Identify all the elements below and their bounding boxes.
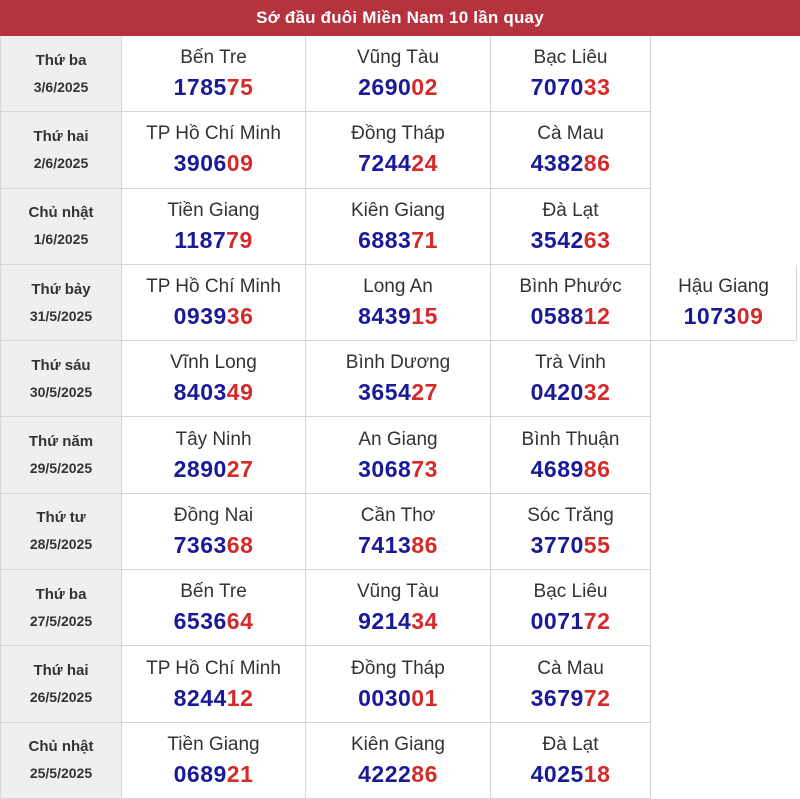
day-cell [0,723,122,799]
number-head-digits: 3906 [173,150,227,177]
number-tail-digits: 33 [583,74,611,101]
empty-cell [651,646,797,722]
draw-date: 31/5/2025 [29,307,93,324]
draw-date: 1/6/2025 [33,231,89,248]
province-name: TP Hồ Chí Minh [146,123,281,145]
result-cell [306,112,491,188]
day-cell [0,36,122,112]
province-name: Kiên Giang [350,199,445,221]
empty-cell [651,570,797,646]
number-head-digits: 2690 [358,74,412,101]
result-cell [491,36,651,112]
province-name: Hậu Giang [678,276,769,298]
number-tail-digits: 79 [226,226,253,253]
day-cell [0,265,122,341]
winning-number [358,607,438,635]
result-cell [122,417,306,493]
table-row [0,723,800,799]
winning-number [358,531,438,559]
day-name: Thứ ba [35,51,87,69]
result-cell [122,723,306,799]
winning-number [174,226,253,254]
number-tail-digits: 72 [583,684,611,711]
province-name: Bạc Liêu [533,47,608,69]
province-name: Cà Mau [537,657,604,679]
province-name: Vũng Tàu [356,47,440,69]
draw-date: 3/6/2025 [33,78,89,95]
number-head-digits: 7070 [530,74,584,101]
province-name: Bến Tre [180,581,247,603]
number-head-digits: 0071 [530,608,584,635]
number-tail-digits: 34 [411,608,438,635]
result-cell [122,265,306,341]
number-tail-digits: 49 [226,379,254,406]
province-name: Sóc Trăng [527,504,614,526]
winning-number [358,378,438,406]
day-cell [0,112,122,188]
day-name: Thứ năm [28,433,94,451]
winning-number [174,607,254,635]
winning-number [358,73,438,101]
number-head-digits: 0939 [173,303,227,330]
empty-cell [651,341,797,417]
winning-number [358,760,438,788]
winning-number [531,149,611,177]
number-head-digits: 3542 [530,226,584,253]
result-cell [122,112,306,188]
number-tail-digits: 86 [411,760,438,787]
result-cell [491,723,651,799]
number-head-digits: 8244 [173,684,227,711]
number-head-digits: 2890 [173,455,227,482]
number-head-digits: 3654 [358,379,412,406]
winning-number [174,149,254,177]
table-row [0,570,800,646]
number-tail-digits: 01 [411,684,438,711]
number-head-digits: 7244 [358,150,412,177]
day-cell [0,494,122,570]
province-name: Kiên Giang [350,733,445,755]
result-cell [122,646,306,722]
number-tail-digits: 63 [583,226,611,253]
number-head-digits: 4222 [358,760,412,787]
table-title: Sớ đầu đuôi Miền Nam 10 lần quay [0,0,800,36]
result-cell [306,189,491,265]
result-cell [491,189,651,265]
province-name: Tiền Giang [167,733,260,755]
province-name: Đồng Tháp [351,657,445,679]
winning-number [174,455,254,483]
result-cell [306,417,491,493]
number-head-digits: 7363 [173,531,227,558]
number-tail-digits: 27 [411,379,438,406]
province-name: Vĩnh Long [170,352,257,374]
number-head-digits: 0689 [173,760,227,787]
draw-date: 26/5/2025 [29,689,93,706]
province-name: Bình Thuận [521,428,620,450]
province-name: Cần Thơ [360,504,436,526]
winning-number [531,455,611,483]
winning-number [174,531,254,559]
draw-date: 29/5/2025 [29,460,93,477]
table-row [0,646,800,722]
number-tail-digits: 73 [411,455,438,482]
number-tail-digits: 86 [583,455,611,482]
result-cell [122,570,306,646]
day-name: Thứ ba [35,585,87,603]
result-cell [306,265,491,341]
number-tail-digits: 09 [736,303,764,330]
day-name: Chủ nhật [28,738,94,756]
number-tail-digits: 21 [226,760,254,787]
province-name: TP Hồ Chí Minh [146,276,281,298]
winning-number [531,378,611,406]
result-cell [306,646,491,722]
result-cell [122,494,306,570]
number-head-digits: 4382 [530,150,584,177]
number-head-digits: 1073 [683,303,737,330]
province-name: TP Hồ Chí Minh [146,657,281,679]
table-row [0,189,800,265]
winning-number [174,378,254,406]
table-row [0,494,800,570]
result-cell [306,341,491,417]
number-tail-digits: 55 [583,531,611,558]
table-row [0,36,800,112]
day-name: Chủ nhật [28,204,94,222]
winning-number [358,226,438,254]
result-cell [122,341,306,417]
result-cell [306,36,491,112]
day-name: Thứ hai [33,127,89,145]
empty-cell [651,494,797,570]
winning-number [531,607,611,635]
number-head-digits: 4689 [530,455,584,482]
result-cell [491,646,651,722]
number-head-digits: 8439 [358,303,412,330]
winning-number [531,684,611,712]
number-head-digits: 3068 [358,455,412,482]
empty-cell [651,723,797,799]
draw-date: 30/5/2025 [29,383,93,400]
province-name: Đà Lạt [542,199,599,221]
results-table [0,36,800,799]
number-head-digits: 1785 [173,74,227,101]
result-cell [491,494,651,570]
result-cell [491,341,651,417]
province-name: Bình Dương [345,352,451,374]
day-name: Thứ tư [36,509,86,527]
number-head-digits: 0030 [358,684,412,711]
result-cell [306,570,491,646]
winning-number [174,684,254,712]
empty-cell [651,189,797,265]
number-tail-digits: 15 [411,303,438,330]
draw-date: 27/5/2025 [29,612,93,629]
province-name: Bạc Liêu [533,581,608,603]
number-tail-digits: 02 [411,74,438,101]
empty-cell [651,112,797,188]
day-cell [0,417,122,493]
winning-number [358,302,438,330]
winning-number [358,149,438,177]
day-cell [0,189,122,265]
number-head-digits: 7413 [358,531,412,558]
number-tail-digits: 32 [583,379,611,406]
result-cell [651,265,797,341]
result-cell [122,189,306,265]
result-cell [491,570,651,646]
number-tail-digits: 12 [226,684,254,711]
winning-number [531,531,611,559]
table-row [0,265,800,341]
number-tail-digits: 09 [226,150,254,177]
number-tail-digits: 72 [583,608,611,635]
result-cell [491,112,651,188]
number-tail-digits: 27 [226,455,254,482]
number-tail-digits: 12 [583,303,611,330]
number-tail-digits: 68 [226,531,254,558]
number-tail-digits: 86 [411,531,438,558]
result-cell [491,265,651,341]
province-name: Cà Mau [537,123,604,145]
province-name: Trà Vinh [535,352,606,374]
winning-number [174,73,254,101]
empty-cell [651,36,797,112]
number-tail-digits: 86 [583,150,611,177]
table-row [0,341,800,417]
day-name: Thứ bảy [31,280,91,298]
winning-number [684,302,764,330]
day-cell [0,341,122,417]
winning-number [531,302,611,330]
number-head-digits: 6536 [173,608,227,635]
winning-number [358,684,438,712]
draw-date: 2/6/2025 [33,154,89,171]
number-head-digits: 3770 [530,531,584,558]
number-tail-digits: 36 [226,303,254,330]
table-row [0,112,800,188]
number-tail-digits: 24 [411,150,438,177]
number-head-digits: 9214 [358,608,412,635]
winning-number [174,760,254,788]
day-name: Thứ hai [33,662,89,680]
province-name: Vũng Tàu [356,581,440,603]
number-head-digits: 8403 [173,379,227,406]
day-name: Thứ sáu [31,356,91,374]
number-tail-digits: 75 [226,74,254,101]
result-cell [122,36,306,112]
result-cell [306,494,491,570]
draw-date: 28/5/2025 [29,536,93,553]
province-name: Tiền Giang [167,199,260,221]
province-name: Đà Lạt [542,733,599,755]
province-name: Đồng Nai [173,504,254,526]
province-name: Tây Ninh [175,428,252,450]
province-name: Đồng Tháp [351,123,445,145]
number-tail-digits: 71 [411,226,438,253]
draw-date: 25/5/2025 [29,765,93,782]
winning-number [531,760,611,788]
result-cell [491,417,651,493]
number-head-digits: 6883 [358,226,412,253]
number-head-digits: 0420 [530,379,584,406]
number-tail-digits: 18 [583,760,611,787]
empty-cell [651,417,797,493]
number-head-digits: 0588 [530,303,584,330]
day-cell [0,570,122,646]
province-name: Bình Phước [519,276,622,298]
province-name: Long An [363,276,433,298]
winning-number [531,226,611,254]
table-row [0,417,800,493]
number-tail-digits: 64 [226,608,254,635]
winning-number [358,455,438,483]
day-cell [0,646,122,722]
number-head-digits: 4025 [530,760,584,787]
province-name: Bến Tre [180,47,247,69]
number-head-digits: 3679 [530,684,584,711]
result-cell [306,723,491,799]
winning-number [531,73,611,101]
winning-number [174,302,254,330]
number-head-digits: 1187 [174,226,227,253]
province-name: An Giang [358,428,438,450]
